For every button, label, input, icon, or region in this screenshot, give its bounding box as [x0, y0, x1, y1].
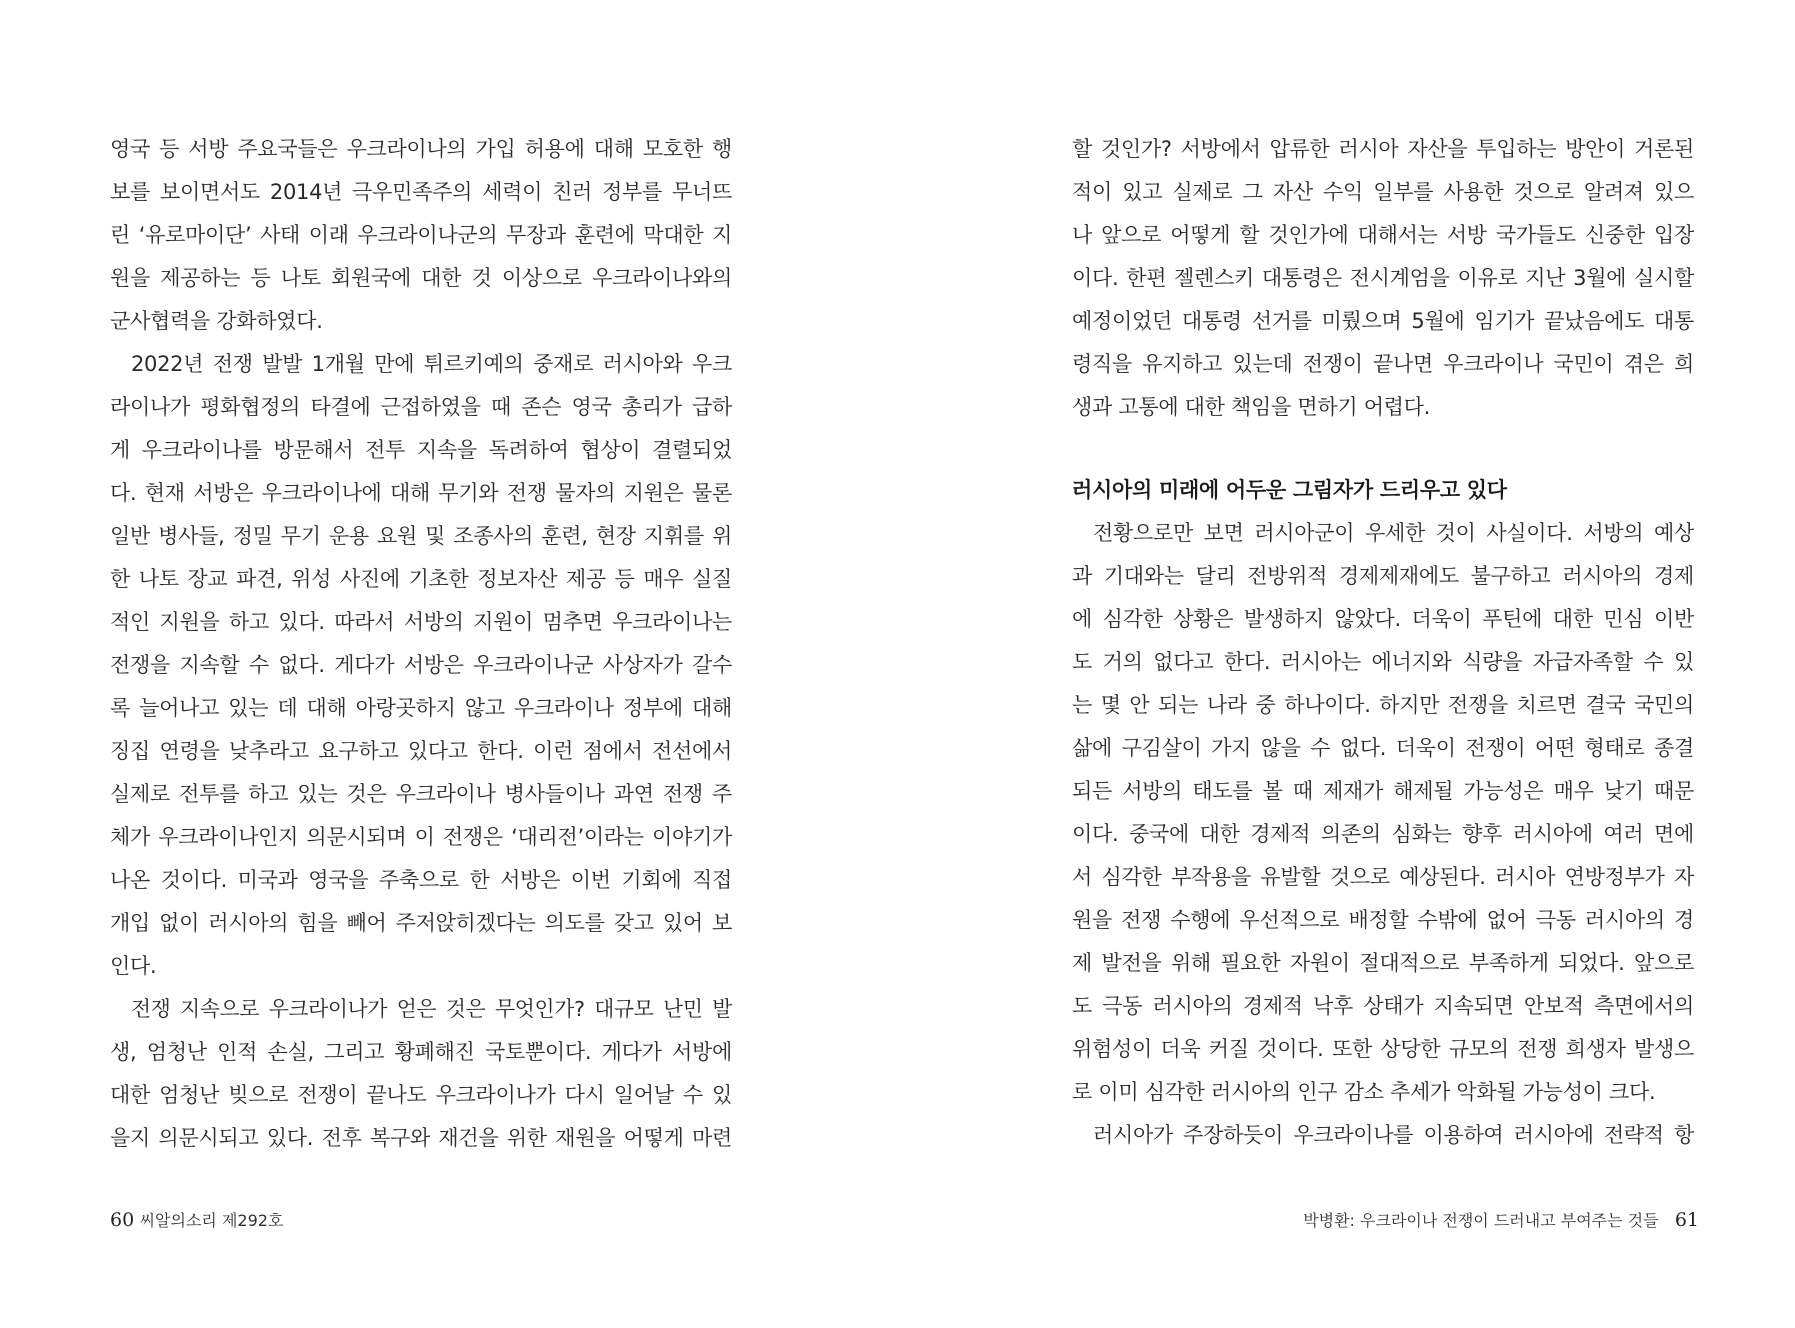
text-line: 징집 연령을 낮추라고 요구하고 있다고 한다. 이런 점에서 전선에서 — [110, 739, 732, 763]
running-title: 박병환: 우크라이나 전쟁이 드러내고 부여주는 것들 — [1303, 1211, 1659, 1230]
publication-title: 씨알의소리 제292호 — [139, 1211, 284, 1230]
text-line: 령직을 유지하고 있는데 전쟁이 끝나면 우크라이나 국민이 겪은 희 — [1072, 352, 1694, 376]
text-line: 로 이미 심각한 러시아의 인구 감소 추세가 악화될 가능성이 크다. — [1072, 1080, 1656, 1104]
text-line: 록 늘어나고 있는 데 대해 아랑곳하지 않고 우크라이나 정부에 대해 — [110, 696, 732, 720]
text-line: 일반 병사들, 정밀 무기 운용 요원 및 조종사의 훈련, 현장 지휘를 위 — [110, 524, 732, 548]
text-line: 과 기대와는 달리 전방위적 경제제재에도 불구하고 러시아의 경제 — [1072, 564, 1694, 588]
text-line: 원을 제공하는 등 나토 회원국에 대한 것 이상으로 우크라이나와의 — [110, 266, 732, 290]
right-page — [1072, 128, 1694, 1157]
page-number: 61 — [1674, 1209, 1699, 1231]
paragraph — [110, 343, 732, 988]
text-line: 는 몇 안 되는 나라 중 하나이다. 하지만 전쟁을 치르면 결국 국민의 — [1072, 693, 1694, 717]
text-line: 개입 없이 러시아의 힘을 빼어 주저앉히겠다는 의도를 갖고 있어 보 — [110, 911, 732, 935]
text-line: 대한 엄청난 빚으로 전쟁이 끝나도 우크라이나가 다시 일어날 수 있 — [110, 1083, 732, 1107]
text-line: 2022년 전쟁 발발 1개월 만에 튀르키예의 중재로 러시아와 우크 — [131, 352, 732, 376]
text-line: 할 것인가? 서방에서 압류한 러시아 자산을 투입하는 방안이 거론된 — [1072, 137, 1694, 161]
text-line: 전황으로만 보면 러시아군이 우세한 것이 사실이다. 서방의 예상 — [1093, 521, 1694, 545]
text-line: 적이 있고 실제로 그 자산 수익 일부를 사용한 것으로 알려져 있으 — [1072, 180, 1694, 204]
text-line: 다. 현재 서방은 우크라이나에 대해 무기와 전쟁 물자의 지원은 물론 — [110, 481, 732, 505]
text-line: 삶에 구김살이 가지 않을 수 없다. 더욱이 전쟁이 어떤 형태로 종결 — [1072, 736, 1694, 760]
text-line: 나온 것이다. 미국과 영국을 주축으로 한 서방은 이번 기회에 직접 — [110, 868, 732, 892]
paragraph — [1072, 128, 1694, 429]
text-line: 에 심각한 상황은 발생하지 않았다. 더욱이 푸틴에 대한 민심 이반 — [1072, 607, 1694, 631]
page-number: 60 — [110, 1209, 135, 1231]
text-line: 실제로 전투를 하고 있는 것은 우크라이나 병사들이나 과연 전쟁 주 — [110, 782, 732, 806]
text-line: 예정이었던 대통령 선거를 미뤘으며 5월에 임기가 끝났음에도 대통 — [1072, 309, 1694, 333]
text-line: 한 나토 장교 파견, 위성 사진에 기초한 정보자산 제공 등 매우 실질 — [110, 567, 732, 591]
text-line: 게 우크라이나를 방문해서 전투 지속을 독려하여 협상이 결렬되었 — [110, 438, 732, 462]
text-line: 영국 등 서방 주요국들은 우크라이나의 가입 허용에 대해 모호한 행 — [110, 137, 732, 161]
text-line: 체가 우크라이나인지 의문시되며 이 전쟁은 ‘대리전’이라는 이야기가 — [110, 825, 732, 849]
text-line: 전쟁 지속으로 우크라이나가 얻은 것은 무엇인가? 대규모 난민 발 — [131, 997, 732, 1021]
text-line: 서 심각한 부작용을 유발할 것으로 예상된다. 러시아 연방정부가 자 — [1072, 865, 1694, 889]
left-footer — [110, 1208, 283, 1233]
text-line: 군사협력을 강화하였다. — [110, 309, 323, 333]
text-line: 위험성이 더욱 커질 것이다. 또한 상당한 규모의 전쟁 희생자 발생으 — [1072, 1037, 1694, 1061]
text-line: 원을 전쟁 수행에 우선적으로 배정할 수밖에 없어 극동 러시아의 경 — [1072, 908, 1694, 932]
text-line: 을지 의문시되고 있다. 전후 복구와 재건을 위한 재원을 어떻게 마련 — [110, 1126, 732, 1150]
text-line: 도 거의 없다고 한다. 러시아는 에너지와 식량을 자급자족할 수 있 — [1072, 650, 1694, 674]
text-line: 러시아가 주장하듯이 우크라이나를 이용하여 러시아에 전략적 항 — [1093, 1123, 1694, 1147]
section-heading: 러시아의 미래에 어두운 그림자가 드리우고 있다 — [1072, 478, 1507, 502]
text-line: 나 앞으로 어떻게 할 것인가에 대해서는 서방 국가들도 신중한 입장 — [1072, 223, 1694, 247]
text-line: 생, 엄청난 인적 손실, 그리고 황폐해진 국토뿐이다. 게다가 서방에 — [110, 1040, 732, 1064]
text-line: 린 ‘유로마이단’ 사태 이래 우크라이나군의 무장과 훈련에 막대한 지 — [110, 223, 732, 247]
text-line: 보를 보이면서도 2014년 극우민족주의 세력이 친러 정부를 무너뜨 — [110, 180, 732, 204]
text-line: 적인 지원을 하고 있다. 따라서 서방의 지원이 멈추면 우크라이나는 — [110, 610, 732, 634]
text-line: 이다. 중국에 대한 경제적 의존의 심화는 향후 러시아에 여러 면에 — [1072, 822, 1694, 846]
paragraph — [110, 128, 732, 343]
right-footer — [1303, 1208, 1699, 1233]
text-line: 생과 고통에 대한 책임을 면하기 어렵다. — [1072, 395, 1431, 419]
text-line: 도 극동 러시아의 경제적 낙후 상태가 지속되면 안보적 측면에서의 — [1072, 994, 1694, 1018]
text-line: 이다. 한편 젤렌스키 대통령은 전시계엄을 이유로 지난 3월에 실시할 — [1072, 266, 1694, 290]
paragraph — [110, 988, 732, 1160]
text-line: 전쟁을 지속할 수 없다. 게다가 서방은 우크라이나군 사상자가 갈수 — [110, 653, 732, 677]
left-page — [110, 128, 732, 1160]
text-line: 제 발전을 위해 필요한 자원이 절대적으로 부족하게 되었다. 앞으로 — [1072, 951, 1694, 975]
text-line: 인다. — [110, 954, 157, 978]
text-line: 되든 서방의 태도를 볼 때 제재가 해제될 가능성은 매우 낮기 때문 — [1072, 779, 1694, 803]
paragraph — [1072, 512, 1694, 1114]
paragraph — [1072, 1114, 1694, 1157]
text-line: 라이나가 평화협정의 타결에 근접하였을 때 존슨 영국 총리가 급하 — [110, 395, 732, 419]
